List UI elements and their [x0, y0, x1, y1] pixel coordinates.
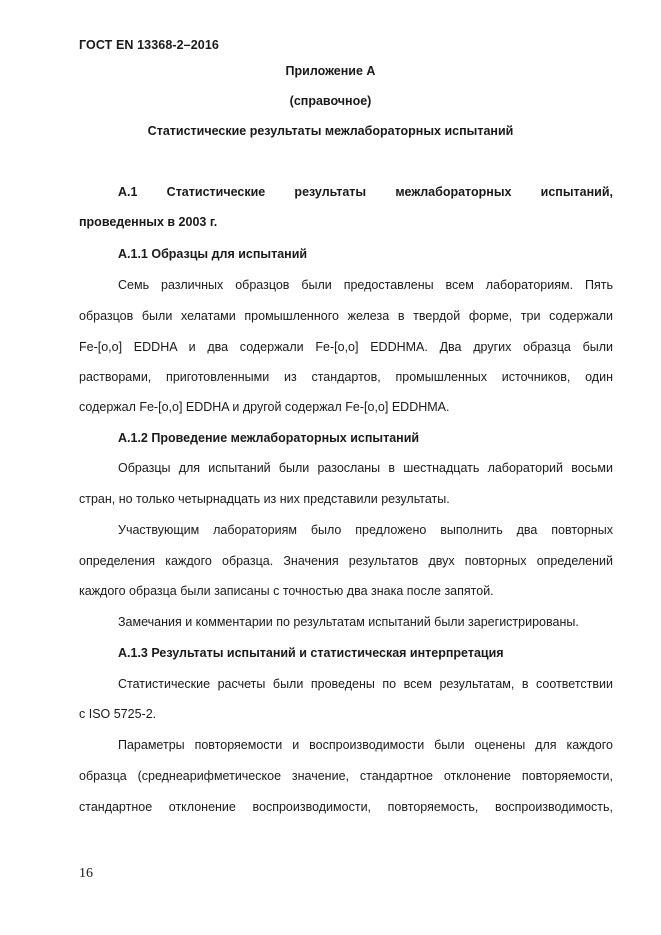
paragraph-line: образца (среднеарифметическое значение, стандартное отклонение повторяемости,: [79, 769, 613, 783]
paragraph-line: образцов были хелатами промышленного железа в твердой форме, три содержали: [79, 309, 613, 323]
section-a1-3-heading: А.1.3 Результаты испытаний и статистическая интерпретация: [118, 646, 504, 660]
paragraph-line: стандартное отклонение воспроизводимости, повторяемость, воспроизводимость,: [79, 800, 613, 814]
appendix-heading: Статистические результаты межлабораторных испытаний: [147, 124, 514, 138]
paragraph-line: с ISO 5725-2.: [79, 707, 157, 721]
paragraph-line: Параметры повторяемости и воспроизводимости были оценены для каждого: [118, 738, 613, 752]
paragraph-line: Замечания и комментарии по результатам испытаний были зарегистрированы.: [118, 615, 579, 629]
section-a1-1-heading: А.1.1 Образцы для испытаний: [118, 247, 308, 261]
paragraph-line: Образцы для испытаний были разосланы в шестнадцать лабораторий восьми: [118, 461, 613, 475]
paragraph-line: стран, но только четырнадцать из них представили результаты.: [79, 492, 450, 506]
page-number: 16: [79, 866, 93, 881]
section-a1-heading-line1: А.1 Статистические результаты межлабораторных испытаний,: [118, 185, 613, 199]
section-a1-2-heading: А.1.2 Проведение межлабораторных испытаний: [118, 431, 420, 445]
paragraph-line: Участвующим лабораториям было предложено выполнить два повторных: [118, 523, 613, 537]
paragraph-line: каждого образца были записаны с точностью два знака после запятой.: [79, 584, 494, 598]
appendix-title: Приложение А: [285, 64, 376, 78]
paragraph-line: Семь различных образцов были предоставлены всем лабораториям. Пять: [118, 278, 613, 292]
paragraph-line: содержал Fe-[o,o] EDDHA и другой содержал Fe-[o,o] EDDHMA.: [79, 400, 450, 414]
paragraph-line: определения каждого образца. Значения результатов двух повторных определений: [79, 554, 613, 568]
paragraph-line: Статистические расчеты были проведены по всем результатам, в соответствии: [118, 677, 613, 691]
document-header: ГОСТ EN 13368-2–2016: [79, 38, 219, 52]
paragraph-line: растворами, приготовленными из стандартов, промышленных источников, один: [79, 370, 613, 384]
section-a1-heading-line2: проведенных в 2003 г.: [79, 215, 218, 229]
appendix-status: (справочное): [289, 94, 372, 108]
paragraph-line: Fe-[o,o] EDDHA и два содержали Fe-[o,o] EDDHMA. Два других образца были: [79, 340, 613, 354]
